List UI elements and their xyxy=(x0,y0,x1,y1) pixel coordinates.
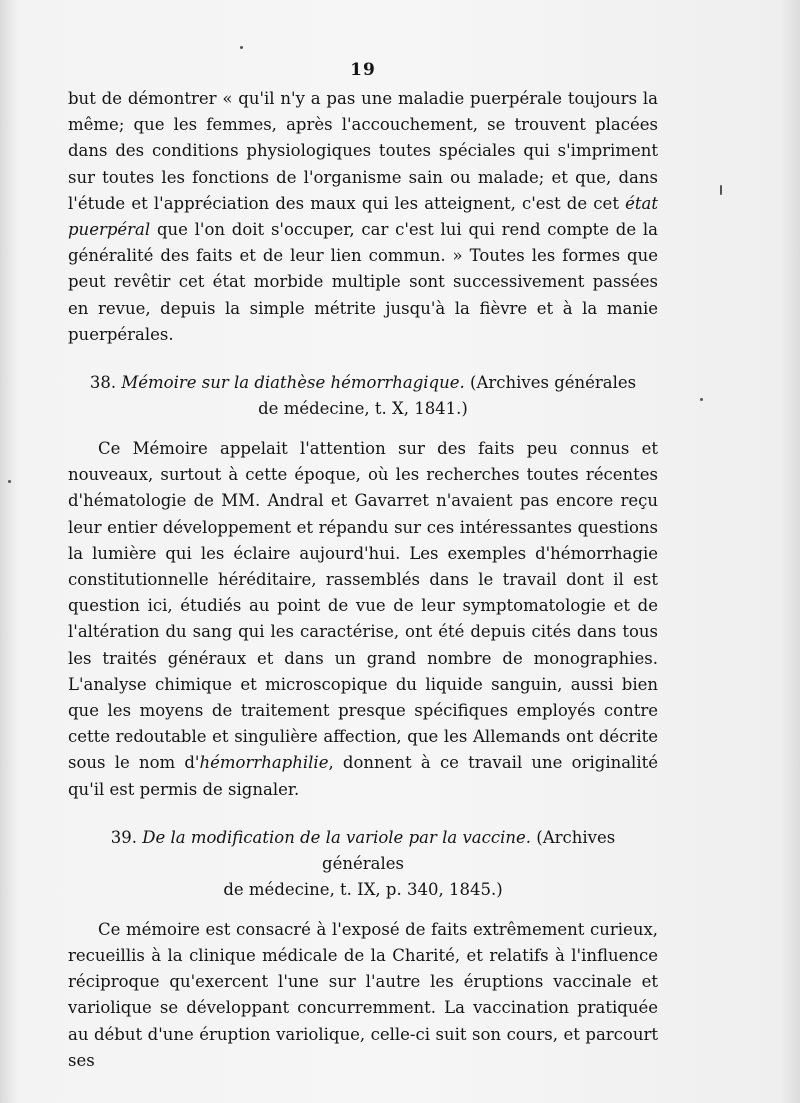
intro-text-part1: but de démontrer « qu'il n'y a pas une maladie puerpérale toujours la même; que les femmes, après l'accouchement, se trouvent placées dans des conditions physiologiques toutes spéciales qui s'impriment sur toutes les fonctions de l'organisme sain ou malade; et que, dans l'étude et l'appréciation des maux qui les atteignent, c'est de cet xyxy=(68,89,658,213)
entry-38-title: Mémoire sur la diathèse hémorrhagique. xyxy=(121,373,465,393)
speck-mark xyxy=(240,46,243,49)
text-column xyxy=(68,60,658,1074)
entry-38-source-line1: (Archives générales xyxy=(470,373,637,393)
speck-mark xyxy=(720,185,722,195)
entry-38-italic-term: hémorrhaphilie xyxy=(199,753,329,773)
page-number: 19 xyxy=(350,60,376,80)
entry-39-source-line2: de médecine, t. IX, p. 340, 1845.) xyxy=(223,879,503,899)
entry-39-source-line1: (Archives générales xyxy=(322,827,616,873)
intro-text-part2: que l'on doit s'occuper, car c'est lui qui rend compte de la généralité des faits et de leur lien commun. » Toutes les formes que peut revêtir cet état morbide multiple sont successivement passées en revue, depuis la simple métrite jusqu'à la fièvre et à la manie puerpérales. xyxy=(68,220,658,344)
entry-38-text-part1: Ce Mémoire appelait l'attention sur des faits peu connus et nouveaux, surtout à cette époque, où les recherches toutes récentes d'hématologie de MM. Andral et Gavarret n'avaient pas encore reçu leur entier développement et répandu sur ces intéressantes questions la lumière qui les éclaire aujourd'hui. Les exemples d'hémorrhagie constitutionnelle héréditaire, rassemblés dans le travail dont il est question ici, étudiés au point de vue de leur symptomatologie et de l'altération du sang qui les caractérise, ont été depuis cités dans tous les traités généraux et dans un grand nombre de monographies. L'analyse chimique et microscopique du liquide sanguin, aussi bien que les moyens de traitement presque spécifiques employés contre cette redoutable et singulière affection, que les Allemands ont décrite sous le nom d' xyxy=(68,439,658,773)
intro-paragraph xyxy=(68,86,658,348)
entry-39-heading xyxy=(68,825,658,903)
entry-38-source-line2: de médecine, t. X, 1841.) xyxy=(258,399,468,419)
entry-39-number: 39. xyxy=(110,827,138,847)
entry-38-number: 38. xyxy=(89,373,117,393)
entry-38-heading xyxy=(68,370,658,422)
entry-38-paragraph xyxy=(68,436,658,803)
intro-italic-term: état puerpéral xyxy=(68,193,659,240)
entry-39-title: De la modification de la variole par la vaccine. xyxy=(142,827,532,847)
entry-39-paragraph: Ce mémoire est consacré à l'exposé de faits extrêmement curieux, recueillis à la clinique médicale de la Charité, et relatifs à l'influence réciproque qu'exercent l'une sur l'autre les éruptions vaccinale et variolique se développant concurremment. La vaccination pratiquée au début d'une éruption variolique, celle-ci suit son cours, et parcourt ses xyxy=(68,919,658,1070)
speck-mark xyxy=(700,398,703,401)
speck-mark xyxy=(8,480,11,483)
entry-38-text-part2: , donnent à ce travail une originalité qu'il est permis de signaler. xyxy=(68,753,659,799)
